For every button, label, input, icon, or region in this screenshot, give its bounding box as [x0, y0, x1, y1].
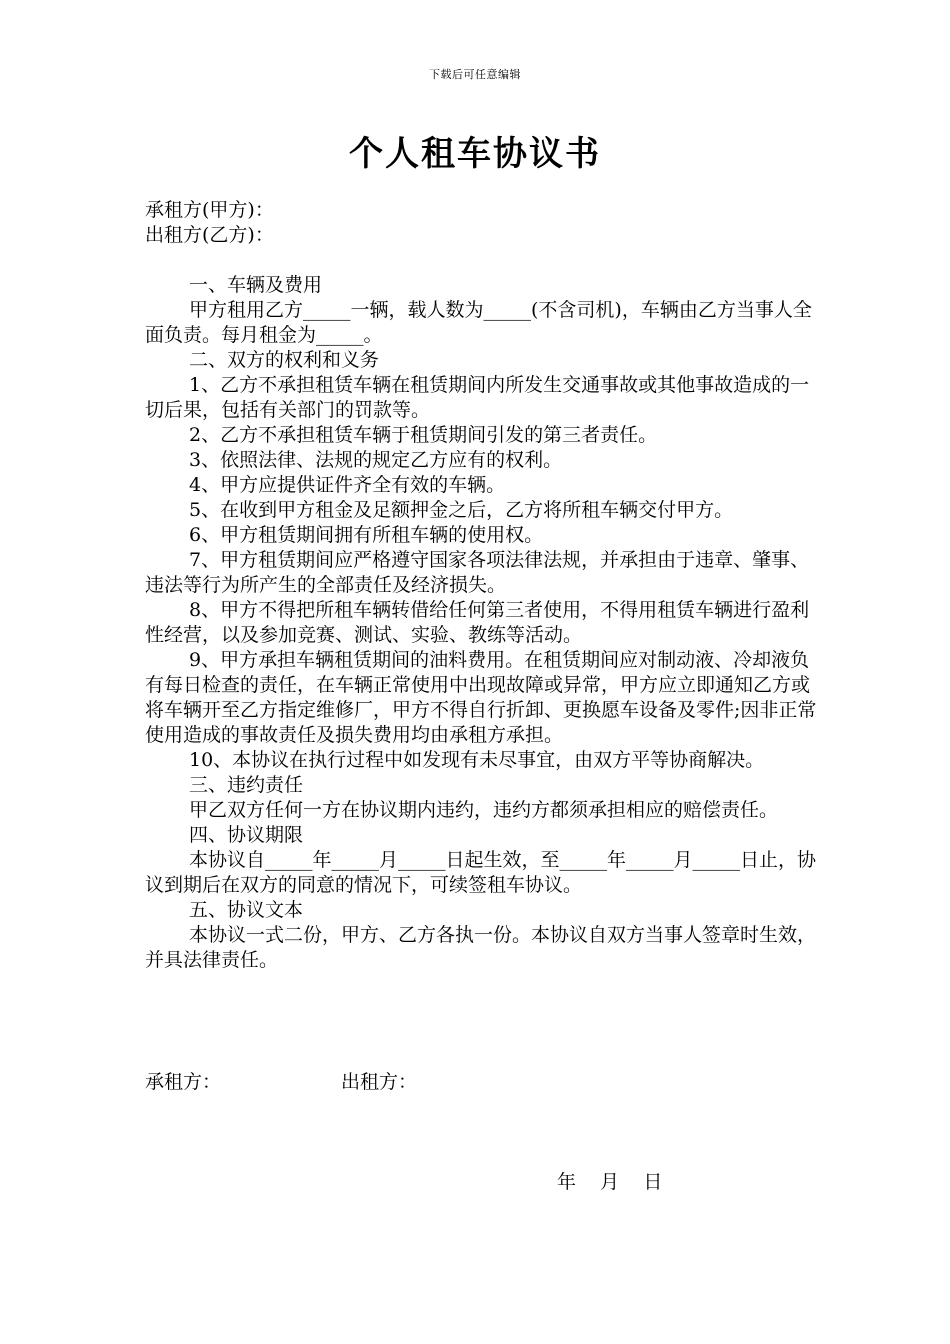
document-body — [145, 198, 820, 973]
document-title: 个人租车协议书 — [349, 134, 601, 174]
clause-3: 3、依照法律、法规的规定乙方应有的权利。 — [189, 449, 563, 471]
spacer — [145, 248, 820, 273]
clause-8: 8、甲方不得把所租车辆转借给任何第三者使用，不得用租赁车辆进行盈利性经营，以及参加竞赛、测试、实验、教练等活动。 — [145, 599, 810, 646]
section-heading-copies: 五、协议文本 — [189, 899, 304, 921]
lessee-signature-label: 承租方： — [145, 1071, 222, 1093]
section-heading-term: 四、协议期限 — [189, 824, 304, 846]
party-lessee-label: 承租方(甲方)： — [145, 199, 274, 221]
party-lessor-label: 出租方(乙方)： — [145, 224, 274, 246]
clause-term: 本协议自_____年_____月_____日起生效，至_____年_____月_____日止，协议到期后在双方的同意的情况下，可续签租车协议。 — [145, 849, 817, 896]
clause-vehicle-fees: 甲方租用乙方_____一辆，载人数为_____(不含司机)，车辆由乙方当事人全面负责。每月租金为_____。 — [145, 299, 812, 346]
clause-9: 9、甲方承担车辆租赁期间的油料费用。在租赁期间应对制动液、冷却液负有每日检查的责任，在车辆正常使用中出现故障或异常，甲方应立即通知乙方或将车辆开至乙方指定维修厂，甲方不得自行折卸、更换愿车设备及零件;因非正常使用造成的事故责任及损失费用均由承租方承担。 — [145, 649, 817, 746]
clause-10: 10、本协议在执行过程中如发现有未尽事宜，由双方平等协商解决。 — [189, 749, 765, 771]
section-heading-vehicle-fees: 一、车辆及费用 — [189, 274, 323, 296]
clause-2: 2、乙方不承担租赁车辆于租赁期间引发的第三者责任。 — [189, 424, 658, 446]
clause-5: 5、在收到甲方租金及足额押金之后，乙方将所租车辆交付甲方。 — [189, 499, 734, 521]
clause-1: 1、乙方不承担租赁车辆在租赁期间内所发生交通事故或其他事故造成的一切后果，包括有关部门的罚款等。 — [145, 374, 810, 421]
clause-breach: 甲乙双方任何一方在协议期内违约，违约方都须承担相应的赔偿责任。 — [189, 799, 779, 821]
signature-row — [145, 1070, 417, 1095]
date-line: 年 月 日 — [557, 1171, 663, 1193]
section-heading-rights-obligations: 二、双方的权利和义务 — [189, 349, 380, 371]
clause-6: 6、甲方租赁期间拥有所租车辆的使用权。 — [189, 524, 544, 546]
lessor-signature-label: 出租方： — [341, 1071, 418, 1093]
clause-7: 7、甲方租赁期间应严格遵守国家各项法律法规，并承担由于违章、肇事、违法等行为所产生的全部责任及经济损失。 — [145, 549, 810, 596]
clause-copies: 本协议一式二份，甲方、乙方各执一份。本协议自双方当事人签章时生效，并具法律责任。 — [145, 924, 817, 971]
clause-4: 4、甲方应提供证件齐全有效的车辆。 — [189, 474, 506, 496]
header-note: 下载后可任意编辑 — [429, 68, 521, 81]
section-heading-breach: 三、违约责任 — [189, 774, 304, 796]
